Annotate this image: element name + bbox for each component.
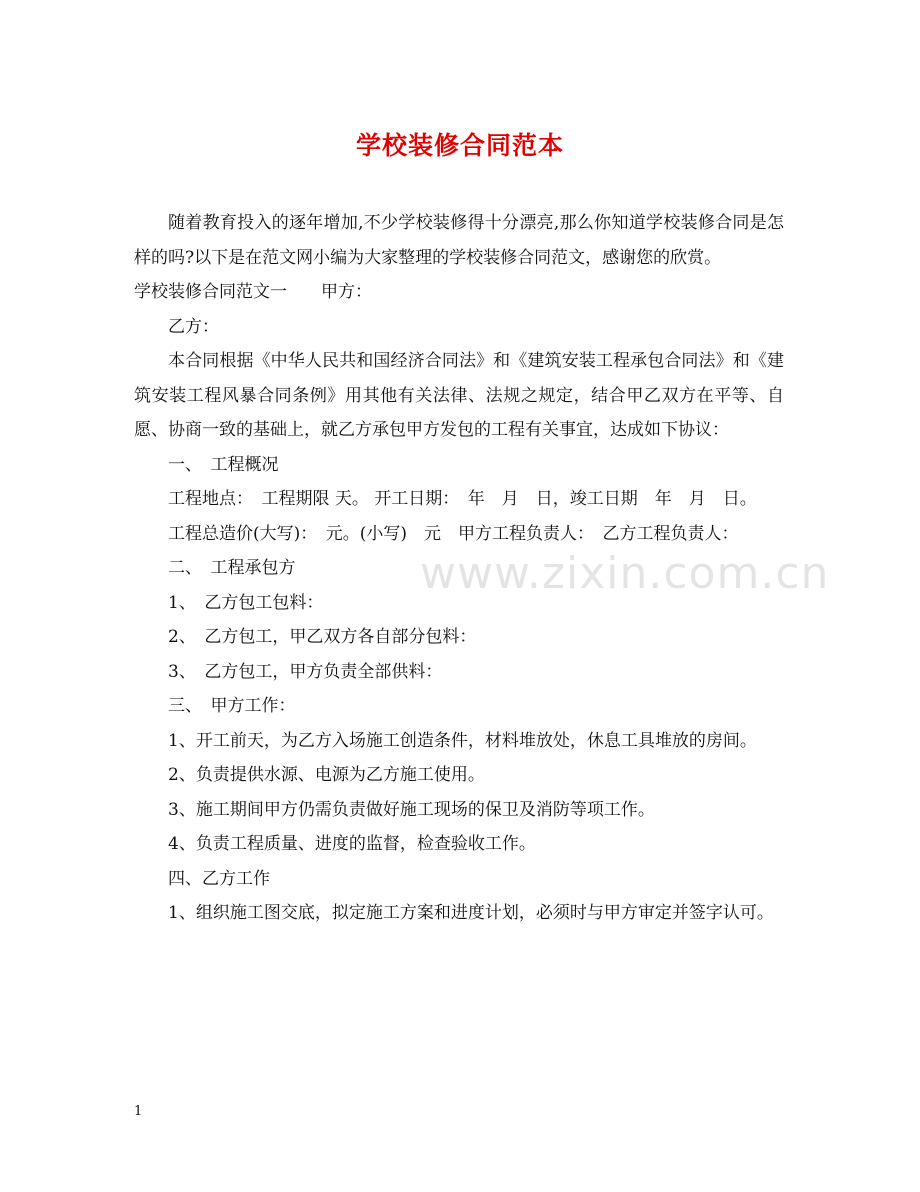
page-number: 1	[134, 1104, 143, 1119]
paragraph: 二、 工程承包方	[168, 558, 296, 578]
paragraph: 学校装修合同范文一 甲方：	[134, 282, 372, 302]
paragraph: 1、 乙方包工包料：	[168, 592, 324, 613]
paragraph: 四、乙方工作	[168, 868, 270, 889]
paragraph: 本合同根据《中华人民共和国经济合同法》和《建筑安装工程承包合同法》和《建筑安装工程风暴合同条例》用其他有关法律、法规之规定，结合甲乙双方在平等、自愿、协商一致的基础上，就乙方承包甲方发包的工程有关事宜，达成如下协议：	[134, 351, 784, 440]
paragraph: 1、开工前天，为乙方入场施工创造条件，材料堆放处，休息工具堆放的房间。	[168, 730, 757, 751]
paragraph: 3、 乙方包工，甲方负责全部供料：	[168, 661, 443, 682]
paragraph: 工程地点： 工程期限 天。 开工日期： 年 月 日，竣工日期 年 月 日。	[168, 489, 757, 509]
paragraph: 工程总造价(大写)： 元。(小写) 元 甲方工程负责人： 乙方工程负责人：	[168, 523, 739, 544]
document-title: 学校装修合同范本	[355, 131, 564, 160]
paragraph: 随着教育投入的逐年增加,不少学校装修得十分漂亮,那么你知道学校装修合同是怎样的吗?以下是在范文网小编为大家整理的学校装修合同范文，感谢您的欣赏。	[134, 213, 784, 268]
paragraph: 2、负责提供水源、电源为乙方施工使用。	[168, 765, 485, 785]
paragraph: 一、 工程概况	[168, 454, 279, 475]
paragraph: 三、 甲方工作：	[168, 696, 296, 716]
document-body	[134, 206, 784, 931]
paragraph: 乙方：	[168, 316, 219, 337]
paragraph: 1、组织施工图交底，拟定施工方案和进度计划，必须时与甲方审定并签字认可。	[168, 903, 774, 923]
paragraph: 4、负责工程质量、进度的监督，检查验收工作。	[168, 834, 536, 854]
paragraph: 2、 乙方包工，甲乙双方各自部分包料：	[168, 627, 477, 647]
paragraph: 3、施工期间甲方仍需负责做好施工现场的保卫及消防等项工作。	[168, 799, 655, 820]
watermark: www.zixin.com.cn	[420, 548, 830, 599]
